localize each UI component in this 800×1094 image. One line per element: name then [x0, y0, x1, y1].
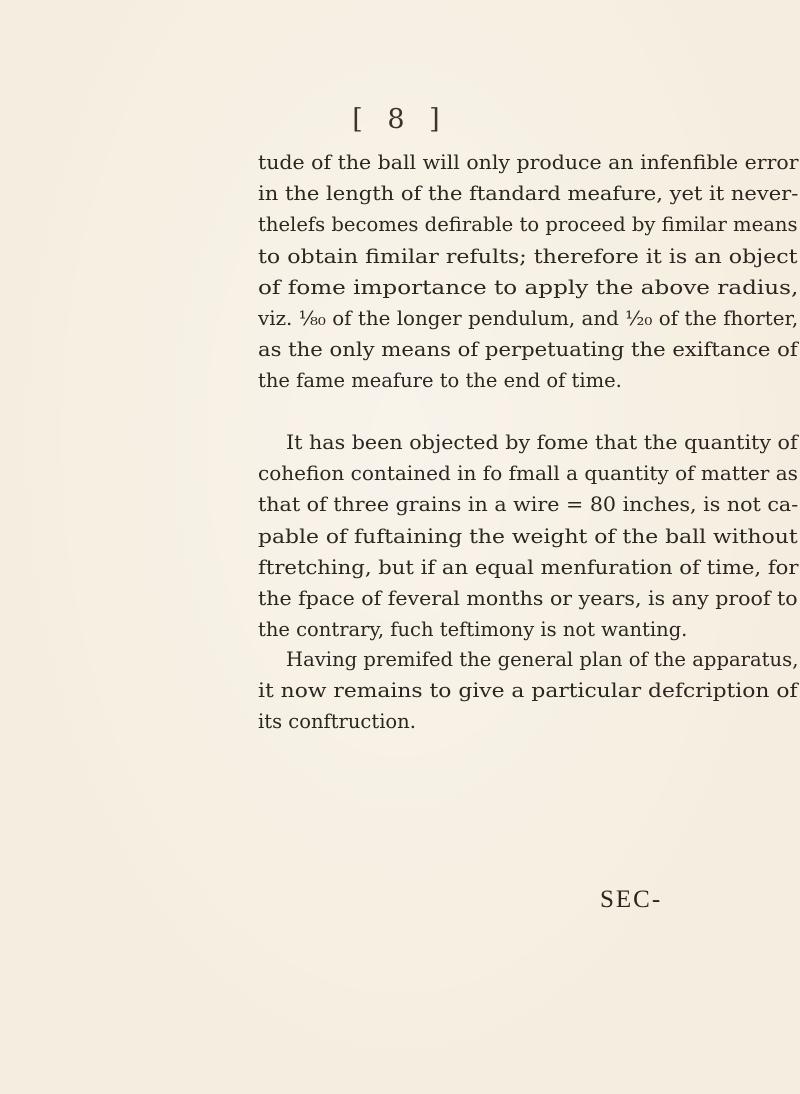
- text-line: the fpace of feveral months or years, is any proof to: [258, 587, 798, 610]
- page-number: [ 8 ]: [352, 104, 448, 135]
- text-line: ftretching, but if an equal menfuration of time, for: [258, 555, 799, 579]
- text-line: the contrary, fuch teftimony is not wanting.: [258, 618, 688, 642]
- text-line-p3-0: Having premifed the general plan of the apparatus,: [286, 648, 799, 671]
- text-line: as the only means of perpetuating the exiftance of: [258, 338, 798, 362]
- text-line-p3-1: it now remains to give a particular defcription of: [258, 679, 798, 703]
- text-line: the fame meafure to the end of time.: [258, 369, 622, 393]
- text-line: cohefion contained in fo fmall a quantity of matter as: [258, 462, 798, 486]
- text-line: that of three grains in a wire = 80 inches, is not ca-: [258, 493, 799, 517]
- text-line-p3-2: its conftruction.: [258, 710, 416, 734]
- catchword: SEC-: [600, 886, 663, 913]
- text-line: viz. ¹⁄₈₀ of the longer pendulum, and ¹⁄₂₀ of the fhorter,: [258, 307, 799, 330]
- text-line: tude of the ball will only produce an infenfible error: [258, 151, 799, 174]
- text-line: It has been objected by fome that the quantity of: [286, 431, 798, 454]
- text-line: pable of fuftaining the weight of the ball without: [258, 524, 798, 548]
- text-line: to obtain fimilar refults; therefore it is an object: [258, 244, 798, 268]
- text-line: of fome importance to apply the above radius,: [258, 275, 799, 299]
- text-line: in the length of the ftandard meafure, yet it never-: [258, 182, 799, 206]
- text-line: thelefs becomes defirable to proceed by fimilar means: [258, 213, 798, 237]
